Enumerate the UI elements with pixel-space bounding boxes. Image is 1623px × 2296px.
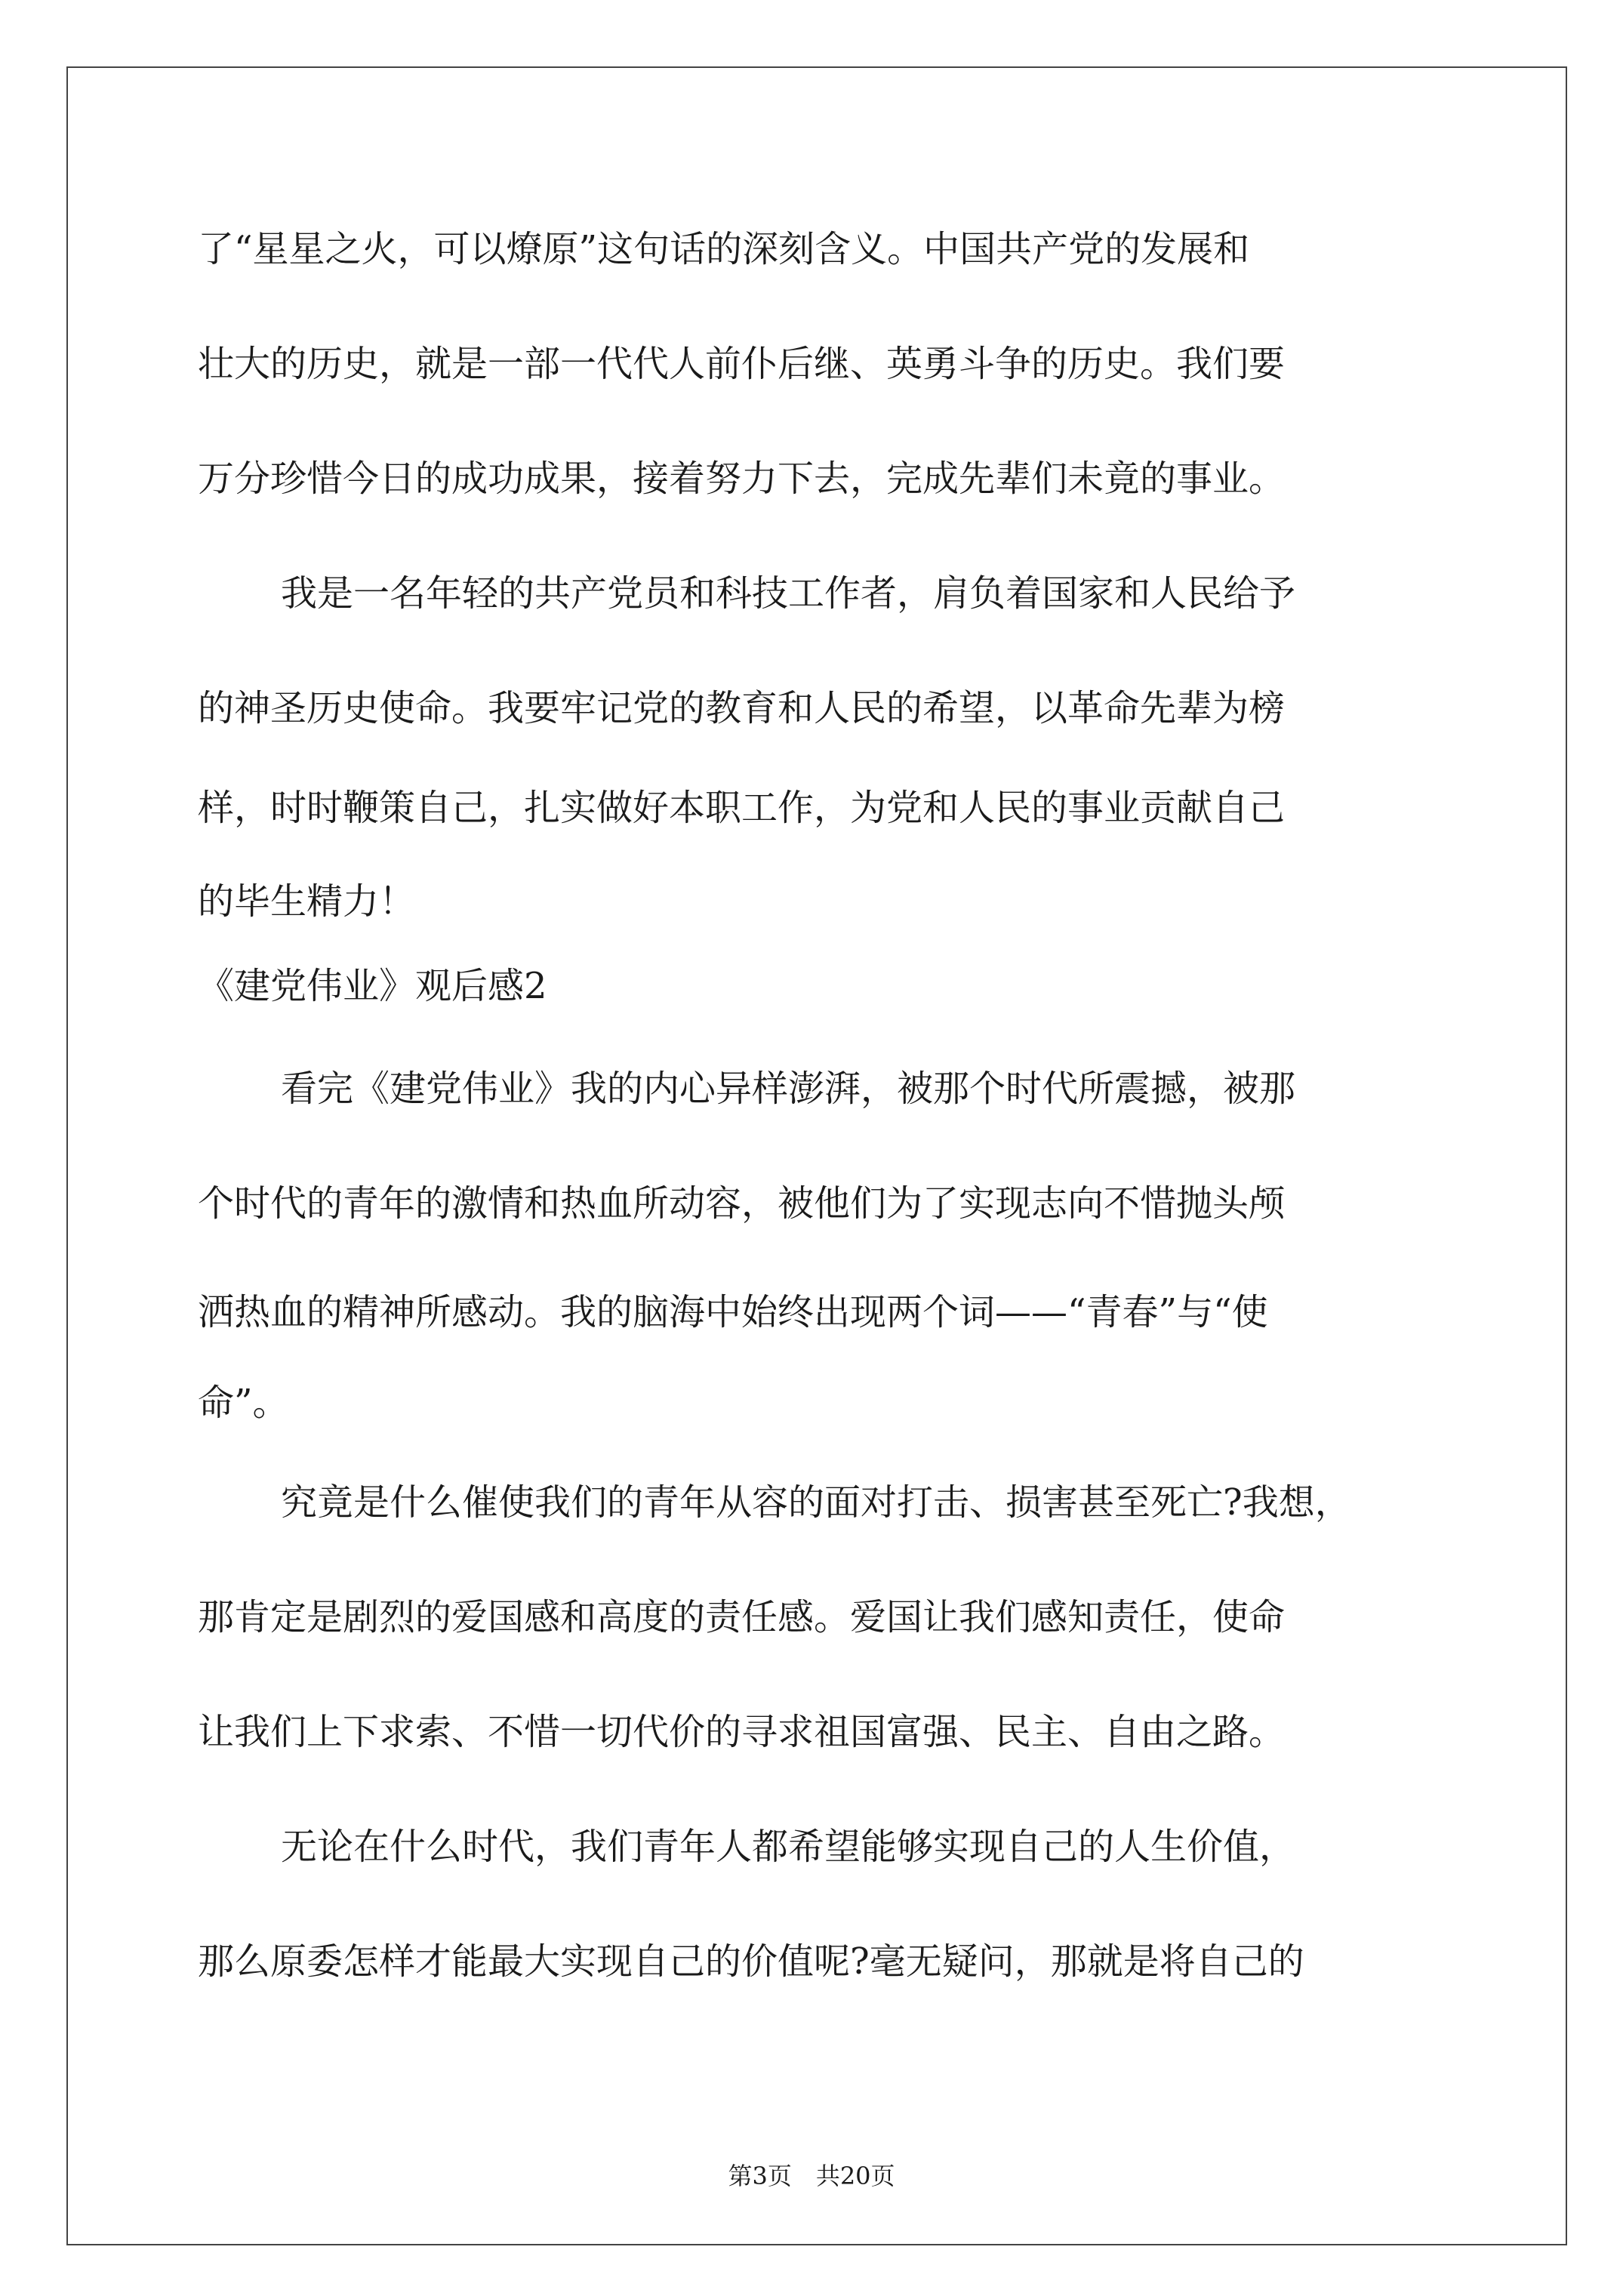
body-text-line: 的毕生精力！: [198, 880, 416, 923]
paragraph-first-line: 我是一名年轻的共产党员和科技工作者，肩负着国家和人民给予: [281, 572, 1296, 615]
section-heading: 《建党伟业》观后感2: [198, 965, 547, 1007]
body-text-line: 让我们上下求索、不惜一切代价的寻求祖国富强、民主、自由之路。: [198, 1711, 1286, 1753]
paragraph-first-line: 看完《建党伟业》我的内心异样澎湃，被那个时代所震撼，被那: [281, 1068, 1296, 1110]
body-text-line: 个时代的青年的激情和热血所动容，被他们为了实现志向不惜抛头颅: [198, 1182, 1286, 1225]
body-text-line: 的神圣历史使命。我要牢记党的教育和人民的希望，以革命先辈为榜: [198, 687, 1286, 729]
body-text-line: 了“星星之火，可以燎原”这句话的深刻含义。中国共产党的发展和: [198, 228, 1250, 270]
body-text-line: 样，时时鞭策自己，扎实做好本职工作，为党和人民的事业贡献自己: [198, 787, 1286, 829]
page-border: [66, 66, 1567, 2245]
body-text-line: 命”。: [198, 1382, 289, 1424]
paragraph-first-line: 究竟是什么催使我们的青年从容的面对打击、损害甚至死亡?我想，: [281, 1481, 1351, 1524]
body-text-line: 壮大的历史，就是一部一代代人前仆后继、英勇斗争的历史。我们要: [198, 343, 1286, 385]
body-text-line: 那肯定是剧烈的爱国感和高度的责任感。爱国让我们感知责任，使命: [198, 1596, 1286, 1638]
body-text-line: 万分珍惜今日的成功成果，接着努力下去，完成先辈们未竟的事业。: [198, 458, 1286, 500]
body-text-line: 那么原委怎样才能最大实现自己的价值呢?毫无疑问，那就是将自己的: [198, 1940, 1304, 1983]
page-number-footer: 第3页 共20页: [728, 2162, 895, 2190]
body-text-line: 洒热血的精神所感动。我的脑海中始终出现两个词——“青春”与“使: [198, 1291, 1268, 1333]
paragraph-first-line: 无论在什么时代，我们青年人都希望能够实现自己的人生价值，: [281, 1826, 1296, 1868]
